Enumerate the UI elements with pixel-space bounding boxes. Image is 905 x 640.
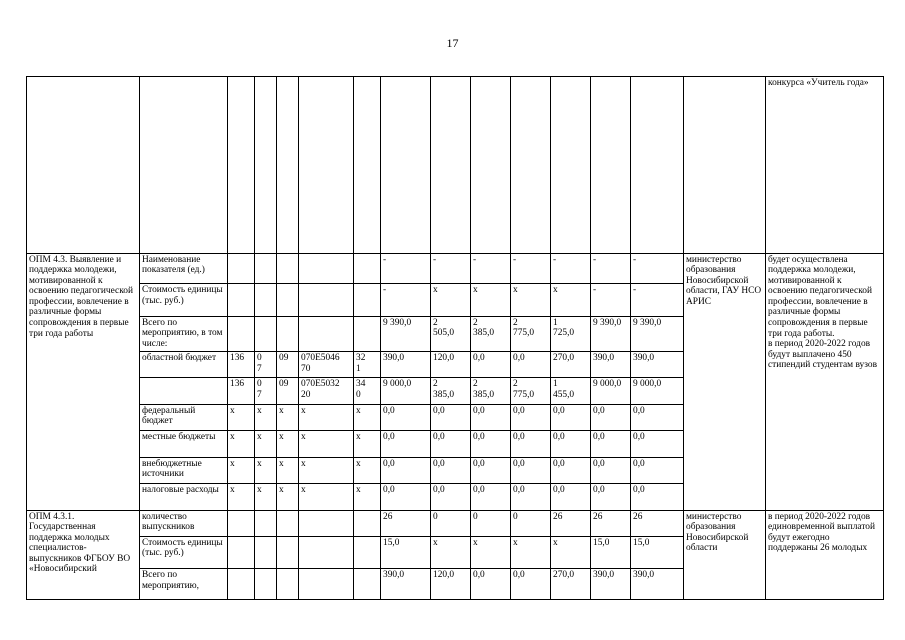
indicator-label-cell: Стоимость единицы (тыс. руб.): [140, 536, 228, 569]
code-cell: [299, 569, 354, 600]
value-cell: 120,0: [431, 569, 471, 600]
value-cell: 2 775,0: [511, 316, 551, 351]
value-cell: x: [551, 284, 591, 317]
value-cell: x: [471, 284, 511, 317]
value-cell: 270,0: [551, 569, 591, 600]
value-cell: 0,0: [551, 431, 591, 457]
code-cell: x: [299, 431, 354, 457]
code-cell: x: [228, 404, 255, 430]
code-cell: [354, 536, 381, 569]
value-cell: 2 385,0: [471, 316, 511, 351]
value-cell: -: [631, 284, 684, 317]
value-cell: 390,0: [631, 569, 684, 600]
value-cell: 0,0: [551, 484, 591, 510]
code-cell: 070Е5032 20: [299, 378, 354, 404]
indicator-label-cell: [140, 378, 228, 404]
value-cell: 26: [551, 510, 591, 536]
value-cell: 0,0: [471, 351, 511, 377]
table-row: [27, 510, 884, 536]
code-cell: 070Е5046 70: [299, 351, 354, 377]
code-cell: [255, 510, 277, 536]
value-cell: 390,0: [591, 569, 631, 600]
code-cell: [228, 316, 255, 351]
value-cell: 0,0: [511, 484, 551, 510]
code-cell: [354, 510, 381, 536]
code-cell: x: [299, 484, 354, 510]
code-cell: [354, 284, 381, 317]
code-cell: x: [228, 457, 255, 483]
code-cell: [277, 536, 299, 569]
code-cell: x: [255, 484, 277, 510]
value-cell: 0,0: [631, 431, 684, 457]
value-cell: 0: [431, 510, 471, 536]
value-cell: -: [511, 253, 551, 283]
code-cell: x: [228, 484, 255, 510]
value-cell: -: [551, 253, 591, 283]
value-cell: 0,0: [471, 457, 511, 483]
activity-name-cell: ОПМ 4.3.1. Государственная поддержка молодых специалистов-выпускников ФГБОУ ВО «Новосибирский: [27, 510, 140, 599]
value-cell: 9 000,0: [591, 378, 631, 404]
value-cell: 26: [631, 510, 684, 536]
value-cell: 2 505,0: [431, 316, 471, 351]
indicator-label-cell: внебюджетные источники: [140, 457, 228, 483]
value-cell: 26: [381, 510, 431, 536]
code-cell: 136: [228, 378, 255, 404]
code-cell: [299, 536, 354, 569]
code-cell: [228, 284, 255, 317]
value-cell: 9 390,0: [631, 316, 684, 351]
value-cell: 0,0: [471, 404, 511, 430]
code-cell: 34 0: [354, 378, 381, 404]
value-cell: 120,0: [431, 351, 471, 377]
value-cell: 270,0: [551, 351, 591, 377]
value-cell: 0,0: [381, 431, 431, 457]
value-cell: 15,0: [631, 536, 684, 569]
value-cell: 390,0: [591, 351, 631, 377]
value-cell: 2 775,0: [511, 378, 551, 404]
value-cell: 0,0: [631, 457, 684, 483]
value-cell: -: [381, 253, 431, 283]
indicator-label-cell: местные бюджеты: [140, 431, 228, 457]
value-cell: x: [511, 284, 551, 317]
value-cell: -: [591, 284, 631, 317]
code-cell: x: [354, 457, 381, 483]
code-cell: [228, 510, 255, 536]
activity-name-cell: ОПМ 4.3. Выявление и поддержка молодежи, мотивированной к освоению педагогической профессии, вовлечение в различные формы сопровождения в первые три года работы: [27, 253, 140, 510]
program-table: [26, 76, 884, 600]
value-cell: 0,0: [591, 431, 631, 457]
code-cell: [228, 569, 255, 600]
value-cell: 0,0: [381, 484, 431, 510]
code-cell: x: [277, 457, 299, 483]
value-cell: -: [591, 253, 631, 283]
indicator-label-cell: Стоимость единицы (тыс. руб.): [140, 284, 228, 317]
code-cell: x: [255, 457, 277, 483]
value-cell: 2 385,0: [471, 378, 511, 404]
code-cell: [277, 253, 299, 283]
value-cell: 0,0: [511, 351, 551, 377]
value-cell: 0,0: [381, 404, 431, 430]
indicator-label-cell: Всего по мероприятию,: [140, 569, 228, 600]
value-cell: 0,0: [431, 484, 471, 510]
code-cell: [299, 284, 354, 317]
value-cell: 390,0: [631, 351, 684, 377]
code-cell: 136: [228, 351, 255, 377]
note-cell: конкурса «Учитель года»: [766, 77, 884, 254]
value-cell: 0,0: [591, 484, 631, 510]
indicator-label-cell: налоговые расходы: [140, 484, 228, 510]
indicator-label-cell: областной бюджет: [140, 351, 228, 377]
value-cell: 0,0: [381, 457, 431, 483]
page-number: 17: [446, 36, 459, 50]
code-cell: [354, 316, 381, 351]
value-cell: x: [431, 536, 471, 569]
value-cell: 1 725,0: [551, 316, 591, 351]
code-cell: [299, 253, 354, 283]
code-cell: 09: [277, 378, 299, 404]
code-cell: x: [255, 431, 277, 457]
code-cell: [299, 510, 354, 536]
value-cell: 0,0: [431, 404, 471, 430]
code-cell: 0 7: [255, 351, 277, 377]
code-cell: x: [228, 431, 255, 457]
value-cell: 9 000,0: [631, 378, 684, 404]
code-cell: [299, 316, 354, 351]
code-cell: [255, 536, 277, 569]
value-cell: x: [511, 536, 551, 569]
value-cell: x: [551, 536, 591, 569]
code-cell: [277, 316, 299, 351]
code-cell: [255, 316, 277, 351]
code-cell: x: [299, 404, 354, 430]
value-cell: 0,0: [431, 457, 471, 483]
value-cell: 0,0: [631, 484, 684, 510]
value-cell: 9 000,0: [381, 378, 431, 404]
code-cell: x: [354, 431, 381, 457]
value-cell: 0,0: [631, 404, 684, 430]
code-cell: x: [277, 431, 299, 457]
code-cell: [228, 253, 255, 283]
code-cell: [228, 536, 255, 569]
value-cell: 0,0: [551, 404, 591, 430]
value-cell: 1 455,0: [551, 378, 591, 404]
value-cell: 26: [591, 510, 631, 536]
indicator-label-cell: федеральный бюджет: [140, 404, 228, 430]
value-cell: 0,0: [471, 484, 511, 510]
value-cell: 0,0: [471, 569, 511, 600]
code-cell: 32 1: [354, 351, 381, 377]
code-cell: [277, 510, 299, 536]
result-note-cell: в период 2020-2022 годов единовременной выплатой будут ежегодно поддержаны 26 молодых: [766, 510, 884, 599]
value-cell: x: [431, 284, 471, 317]
value-cell: 390,0: [381, 351, 431, 377]
value-cell: 0,0: [511, 569, 551, 600]
responsible-cell: министерство образования Новосибирской области, ГАУ НСО АРИС: [684, 253, 766, 510]
value-cell: 0,0: [551, 457, 591, 483]
code-cell: x: [354, 484, 381, 510]
code-cell: x: [277, 484, 299, 510]
code-cell: [354, 569, 381, 600]
value-cell: 9 390,0: [591, 316, 631, 351]
value-cell: 0: [511, 510, 551, 536]
value-cell: 0,0: [471, 431, 511, 457]
value-cell: -: [381, 284, 431, 317]
responsible-cell: министерство образования Новосибирской области: [684, 510, 766, 599]
value-cell: 0,0: [511, 457, 551, 483]
value-cell: 0,0: [511, 431, 551, 457]
code-cell: 09: [277, 351, 299, 377]
value-cell: 2 385,0: [431, 378, 471, 404]
code-cell: x: [255, 404, 277, 430]
value-cell: 390,0: [381, 569, 431, 600]
result-note-cell: будет осуществлена поддержка молодежи, мотивированной к освоению педагогической профессии, вовлечение в различные формы сопровождения в первые три года работы. в период 2020-2022 годов будут выплачено 450 стипендий студентам вузов: [766, 253, 884, 510]
indicator-label-cell: количество выпускников: [140, 510, 228, 536]
indicator-label-cell: Всего по мероприятию, в том числе:: [140, 316, 228, 351]
code-cell: [255, 569, 277, 600]
code-cell: x: [354, 404, 381, 430]
code-cell: x: [277, 404, 299, 430]
code-cell: 0 7: [255, 378, 277, 404]
value-cell: 9 390,0: [381, 316, 431, 351]
value-cell: 0,0: [511, 404, 551, 430]
code-cell: [255, 284, 277, 317]
code-cell: [255, 253, 277, 283]
code-cell: x: [299, 457, 354, 483]
value-cell: -: [631, 253, 684, 283]
value-cell: 15,0: [381, 536, 431, 569]
code-cell: [277, 569, 299, 600]
indicator-label-cell: Наименование показателя (ед.): [140, 253, 228, 283]
value-cell: -: [431, 253, 471, 283]
value-cell: 0: [471, 510, 511, 536]
value-cell: 15,0: [591, 536, 631, 569]
value-cell: -: [471, 253, 511, 283]
value-cell: 0,0: [591, 457, 631, 483]
value-cell: x: [471, 536, 511, 569]
code-cell: [277, 284, 299, 317]
table-row: [27, 77, 884, 254]
code-cell: [354, 253, 381, 283]
value-cell: 0,0: [431, 431, 471, 457]
table-row: [27, 253, 884, 283]
value-cell: 0,0: [591, 404, 631, 430]
